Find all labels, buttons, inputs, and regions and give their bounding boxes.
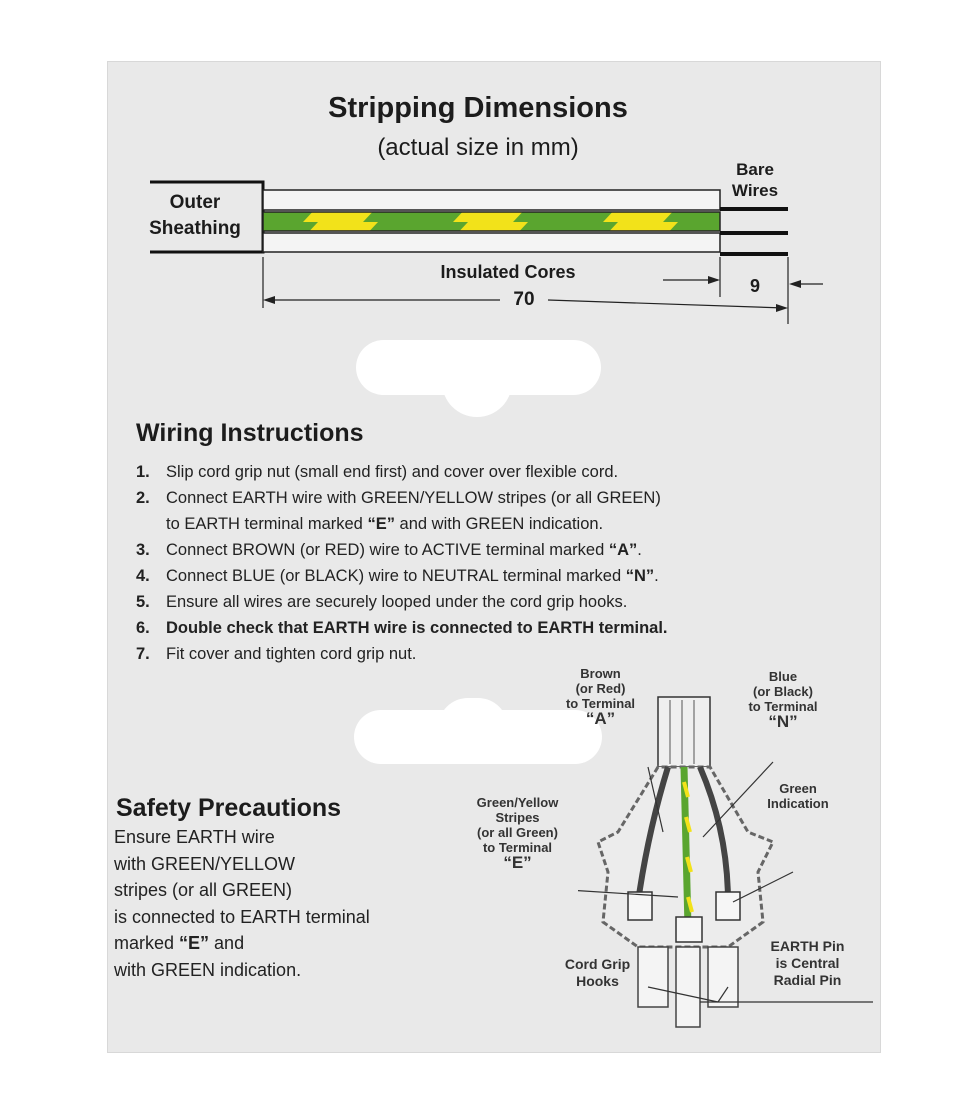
callout-brown-line1: Brown: [580, 666, 621, 681]
step-3-text: Connect BROWN (or RED) wire to ACTIVE terminal marked: [166, 541, 609, 559]
safety-text: [114, 824, 444, 983]
hang-hole-upper-notch: [442, 372, 512, 417]
step-2-num: 2.: [136, 489, 150, 507]
step-6-num: 6.: [136, 619, 150, 637]
core-bottom: [263, 233, 720, 252]
callout-earth-line3: Radial Pin: [773, 972, 842, 988]
safety-terminal-e: “E”: [179, 933, 210, 953]
bare-wires-line1: Bare: [736, 160, 774, 179]
step-4-terminal-n: “N”: [625, 567, 655, 585]
callout-gy-terminal: “E”: [503, 853, 532, 872]
step-6: [136, 615, 836, 641]
step-2-text-line2a: to EARTH terminal marked: [166, 515, 368, 533]
safety-line-4: is connected to EARTH terminal: [114, 906, 370, 927]
step-2-terminal-e: “E”: [367, 515, 395, 533]
step-3-num: 3.: [136, 541, 150, 559]
step-3: [136, 537, 836, 563]
outer-sheathing-line2: Sheathing: [149, 218, 241, 239]
insulated-cores-label: Insulated Cores: [440, 262, 576, 282]
safety-line-3: stripes (or all GREEN): [114, 880, 293, 900]
callout-brown-line2: (or Red): [575, 681, 626, 696]
hang-hole-lower-notch: [438, 698, 508, 728]
arrow-left-70: [263, 296, 275, 304]
pin-earth: [676, 947, 700, 1027]
callout-blue: [733, 669, 833, 729]
step-7-text: Fit cover and tighten cord grip nut.: [166, 645, 417, 663]
step-5-text: Ensure all wires are securely looped under the cord grip hooks.: [166, 593, 628, 611]
callout-cord-grip: [550, 956, 645, 990]
callout-gy-line4: to Terminal: [482, 840, 553, 855]
step-7-num: 7.: [136, 645, 150, 663]
callout-blue-line3: to Terminal: [748, 699, 818, 714]
step-5-num: 5.: [136, 593, 150, 611]
stripping-subtitle: (actual size in mm): [377, 134, 579, 161]
callout-green-yellow: [460, 795, 575, 870]
dim-70-right: [548, 300, 785, 308]
safety-line-5c: and: [209, 933, 245, 953]
step-7: [136, 641, 836, 667]
step-1-num: 1.: [136, 463, 150, 481]
bare-wires-label: [720, 159, 790, 201]
callout-green-ind-line2: Indication: [767, 796, 829, 811]
terminal-n: [716, 892, 740, 920]
callout-brown-terminal: “A”: [585, 709, 616, 728]
callout-cord-line2: Hooks: [576, 973, 619, 989]
step-3-terminal-a: “A”: [608, 541, 638, 559]
callout-gy-line1: Green/Yellow: [476, 795, 559, 810]
safety-line-5a: marked: [114, 933, 180, 953]
step-4-num: 4.: [136, 567, 150, 585]
safety-line-2: with GREEN/YELLOW: [114, 853, 296, 874]
terminal-a: [628, 892, 652, 920]
cord-grip-nut: [658, 697, 710, 767]
bare-wires-line2: Wires: [731, 181, 779, 200]
wiring-heading: Wiring Instructions: [136, 419, 364, 447]
callout-gy-line2: Stripes: [495, 810, 540, 825]
step-2-text-line1: Connect EARTH wire with GREEN/YELLOW stripes (or all GREEN): [166, 489, 661, 507]
step-4-text: Connect BLUE (or BLACK) wire to NEUTRAL terminal marked: [166, 567, 626, 585]
core-earth-striped: [263, 212, 720, 231]
pin-neutral: [708, 947, 738, 1007]
safety-line-5: [114, 930, 444, 957]
dimension-9: 9: [749, 276, 760, 296]
step-3-period: .: [637, 541, 642, 559]
terminal-e: [676, 917, 702, 942]
stripping-title: Stripping Dimensions: [328, 92, 628, 124]
step-4-period: .: [654, 567, 659, 585]
wiring-steps: [136, 459, 836, 667]
step-5: [136, 589, 836, 615]
callout-green-ind-line1: Green: [779, 781, 817, 796]
callout-blue-line2: (or Black): [753, 684, 813, 699]
safety-line-6: with GREEN indication.: [114, 959, 302, 980]
instruction-card: [108, 62, 880, 1052]
outer-sheathing-line1: Outer: [169, 192, 221, 213]
step-2: [136, 485, 836, 537]
callout-green-indication: [756, 781, 840, 811]
core-top: [263, 190, 720, 210]
step-1: [136, 459, 836, 485]
callout-brown: [553, 666, 648, 726]
safety-line-1: Ensure EARTH wire: [114, 827, 275, 847]
step-4: [136, 563, 836, 589]
callout-cord-line1: Cord Grip: [564, 956, 631, 972]
callout-gy-line3: (or all Green): [477, 825, 558, 840]
callout-brown-line3: to Terminal: [565, 696, 636, 711]
step-1-text: Slip cord grip nut (small end first) and cover over flexible cord.: [166, 463, 619, 481]
callout-blue-terminal: “N”: [768, 712, 798, 731]
step-2-text-line2c: and with GREEN indication.: [394, 515, 604, 533]
arrow-9-right: [789, 280, 801, 288]
arrow-right-70: [776, 304, 788, 312]
callout-earth-line2: is Central: [775, 955, 840, 971]
callout-earth-line1: EARTH Pin: [770, 938, 845, 954]
safety-heading: Safety Precautions: [116, 794, 342, 822]
callout-earth-pin: [760, 938, 855, 989]
arrow-9-left: [708, 276, 720, 284]
step-6-text: Double check that EARTH wire is connected to EARTH terminal.: [166, 619, 668, 637]
outer-sheathing-label: [130, 190, 260, 242]
dimension-70: 70: [513, 289, 535, 310]
callout-blue-line1: Blue: [768, 669, 798, 684]
